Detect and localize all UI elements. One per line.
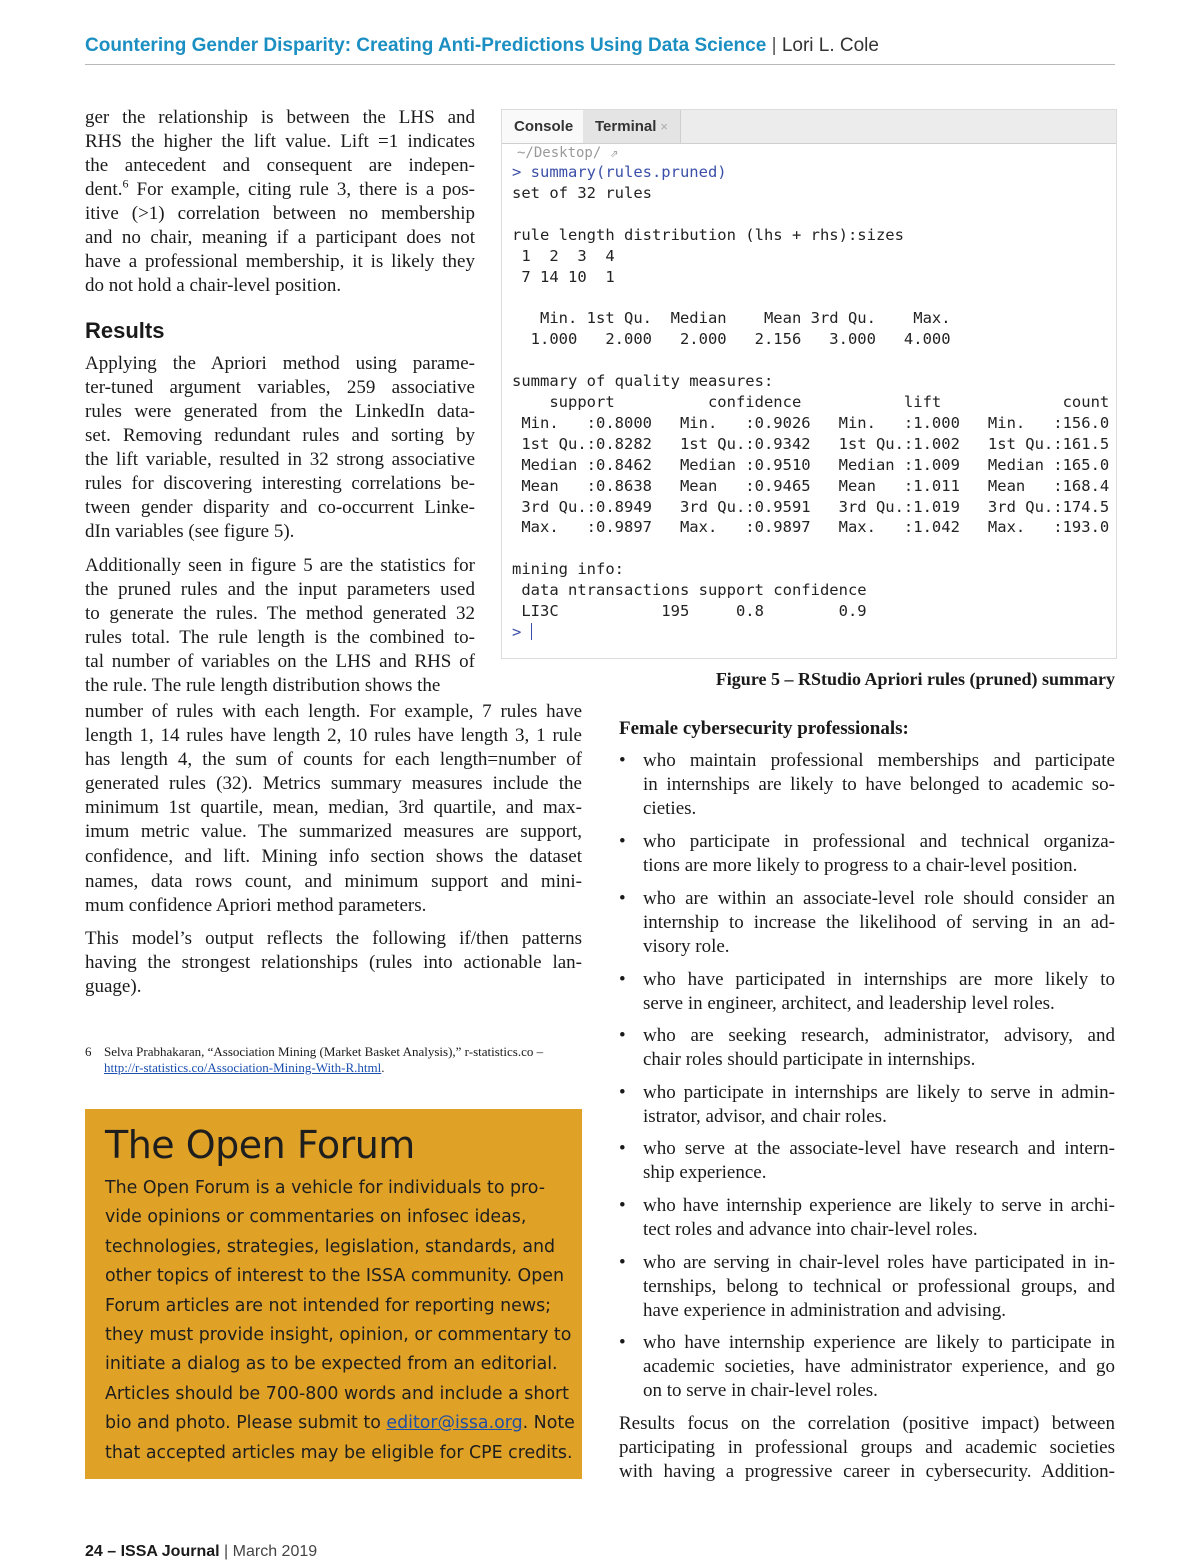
footnote-period: . [381,1060,385,1075]
list-item-line: who have internship experience are likely to serve in archi- [643,1195,1115,1216]
close-icon[interactable]: × [660,119,668,134]
console-prompt[interactable]: > [512,622,531,641]
open-forum-line: they must provide insight, opinion, or commentary to [105,1325,572,1345]
open-forum-line: Articles should be 700-800 words and include a short [105,1384,569,1404]
list-item-line: on to serve in chair-level roles. [643,1380,878,1401]
body-line: confidence, and lift. Mining info section shows the dataset [85,846,582,867]
list-item-line: istrator, advisor, and chair roles. [643,1106,887,1127]
bullet-icon: • [619,888,626,909]
body-line: dIn variables (see figure 5). [85,521,295,542]
bullet-icon: • [619,969,626,990]
body-line: tween gender disparity and co-occurrent Linke- [85,497,475,518]
body-line: guage). [85,976,142,997]
bullet-icon: • [619,1195,626,1216]
body-line: ter-tuned argument variables, 259 associative [85,377,475,398]
body-line: the pruned rules and the input parameters used [85,579,475,600]
body-line: having the strongest relationships (rules into actionable lan- [85,952,582,973]
editor-email-link[interactable]: editor@issa.org [386,1413,523,1433]
body-line: has length 4, the sum of counts for each length=number of [85,749,582,770]
body-line: participating in professional groups and academic societies [619,1437,1115,1458]
body-line: the rule. The rule length distribution shows the [85,675,441,696]
tab-label: Terminal [595,118,657,135]
body-line: the antecedent and consequent are indepen- [85,155,475,176]
bullet-icon: • [619,1332,626,1353]
body-line: rules for discovering interesting correlations be- [85,473,475,494]
arrow-icon[interactable]: ⇗ [609,145,619,161]
body-line: rules were generated from the LinkedIn data- [85,401,475,422]
list-item-line: ship experience. [643,1162,767,1183]
body-line: number of rules with each length. For example, 7 rules have [85,701,582,722]
body-line: ger the relationship is between the LHS and [85,107,475,128]
list-item-line: internship to increase the likelihood of serving in an ad- [643,912,1115,933]
open-forum-line [105,1409,575,1438]
list-item-line: have experience in administration and advising. [643,1300,1006,1321]
open-forum-box [85,1109,582,1479]
bullet-icon: • [619,1082,626,1103]
header-divider [85,64,1115,65]
body-line: Additionally seen in figure 5 are the statistics for [85,555,475,576]
open-forum-title: The Open Forum [105,1123,415,1167]
page-number-label: 24 – ISSA Journal [85,1543,220,1560]
bullet-icon: • [619,750,626,771]
body-line: generated rules (32). Metrics summary measures include the [85,773,582,794]
footnote-link[interactable]: http://r-statistics.co/Association-Mining-With-R.html [104,1060,382,1075]
body-line: set. Removing redundant rules and sorting by [85,425,475,446]
open-forum-line: vide opinions or commentaries on infosec ideas, [105,1207,527,1227]
body-line: This model’s output reflects the following if/then patterns [85,928,582,949]
article-author: Lori L. Cole [781,35,879,56]
list-item-line: who are serving in chair-level roles have participated in in- [643,1252,1115,1273]
open-forum-line: that accepted articles may be eligible for CPE credits. [105,1443,573,1463]
list-item-line: who are within an associate-level role should consider an [643,888,1115,909]
section-heading: Results [85,318,165,343]
body-line: mum confidence Apriori method parameters. [85,895,427,916]
body-line: the lift variable, resulted in 32 strong associative [85,449,475,470]
list-item-line: serve in engineer, architect, and leadership level roles. [643,993,1055,1014]
footnote-citation: Selva Prabhakaran, “Association Mining (Market Basket Analysis),” r-statistics.co – [104,1044,544,1059]
open-forum-line: technologies, strategies, legislation, standards, and [105,1237,556,1257]
list-item-line: who participate in internships are likely to serve in admin- [643,1082,1115,1103]
body-text: dent. [85,179,123,200]
bullet-list-heading: Female cybersecurity professionals: [619,718,909,739]
issue-date: March 2019 [232,1543,318,1560]
figure-caption: Figure 5 – RStudio Apriori rules (pruned) summary [715,669,1115,689]
rstudio-console-screenshot [501,109,1117,659]
list-item-line: tions are more likely to progress to a chair-level position. [643,855,1078,876]
body-line: have a professional membership, it is likely they [85,251,475,272]
body-line: length 1, 14 rules have length 2, 10 rules have length 3, 1 rule [85,725,582,746]
list-item-line: who maintain professional memberships and participate [643,750,1115,771]
list-item-line: who are seeking research, administrator, advisory, and [643,1025,1115,1046]
bullet-icon: • [619,1025,626,1046]
working-directory-path [517,145,618,161]
tab-terminal[interactable] [583,110,681,143]
body-line: Applying the Apriori method using parame- [85,353,475,374]
body-line: and no chair, meaning if a participant does not [85,227,475,248]
path-text: ~/Desktop/ [517,145,602,161]
tab-console[interactable] [502,110,586,143]
footer-separator: | [224,1543,229,1560]
list-item-line: who participate in professional and technical organiza- [643,831,1115,852]
body-text: For example, citing rule 3, there is a pos- [136,179,476,200]
page-footer [85,1542,317,1562]
header-separator: | [771,35,777,56]
open-forum-line: Forum articles are not intended for reporting news; [105,1296,551,1316]
list-item-line: chair roles should participate in internships. [643,1049,976,1070]
open-forum-text: . Note [522,1413,575,1433]
body-line: do not hold a chair-level position. [85,275,342,296]
open-forum-line: other topics of interest to the ISSA community. Open [105,1266,564,1286]
body-line: Results focus on the correlation (positive impact) between [619,1413,1115,1434]
list-item-line: tect roles and advance into chair-level roles. [643,1219,978,1240]
body-line: RHS the higher the lift value. Lift =1 indicates [85,131,475,152]
text-cursor [531,623,532,640]
list-item-line: visory role. [643,936,730,957]
body-line: rules total. The rule length is the combined to- [85,627,475,648]
body-line: names, data rows count, and minimum support and mini- [85,871,582,892]
console-output [512,162,1109,643]
list-item-line: ternships, belong to technical or professional groups, and [643,1276,1115,1297]
console-output-text: set of 32 rules rule length distribution (lhs + rhs):sizes 1 2 3 4 7 14 10 1 Min. 1st Qu. Median Mean 3rd Qu. Max. 1.000 2.000 2.000 2.156 3.000 4.000 summary of quality measures: support confidence lift count Min. :0.8000 Min. :0.9026 Min. :1.000 Min. :156.0 1st Qu.:0.8282 1st Qu.:0.9342 1st Qu.:1.002 1st Qu.:161.5 Median :0.8462 Median :0.9510 Median :1.009 Median :165.0 Mean :0.8638 Mean :0.9465 Mean :1.011 Mean :168.4 3rd Qu.:0.8949 3rd Qu.:0.9591 3rd Qu.:1.019 3rd Qu.:174.5 Max. :0.9897 Max. :0.9897 Max. :1.042 Max. :193.0 mining info: data ntransactions support confidence LI3C 195 0.8 0.9 [512,183,1110,621]
footnote-text [104,1044,582,1076]
list-item-line: who have participated in internships are more likely to [643,969,1115,990]
body-line: with having a progressive career in cybersecurity. Addition- [619,1461,1115,1482]
list-item-line: academic societies, have administrator experience, and go [643,1356,1115,1377]
console-command: > summary(rules.pruned) [512,163,727,181]
bullet-icon: • [619,1138,626,1159]
list-item-line: in internships are likely to have belonged to academic so- [643,774,1115,795]
bullet-icon: • [619,831,626,852]
footnote-number: 6 [85,1044,92,1059]
body-line: tal number of variables on the LHS and RHS of [85,651,475,672]
console-tab-bar [502,110,1116,144]
body-line: itive (>1) correlation between no membership [85,203,475,224]
body-line [85,178,475,202]
body-line: minimum 1st quartile, mean, median, 3rd quartile, and max- [85,797,582,818]
tab-label: Console [514,118,574,135]
article-title: Countering Gender Disparity: Creating Anti-Predictions Using Data Science [85,35,767,56]
open-forum-line: The Open Forum is a vehicle for individuals to pro- [105,1178,546,1198]
footnote-ref: 6 [122,176,129,191]
running-header [85,33,1115,63]
list-item-line: cieties. [643,798,697,819]
list-item-line: who serve at the associate-level have research and intern- [643,1138,1115,1159]
open-forum-line: initiate a dialog as to be expected from an editorial. [105,1354,558,1374]
list-item-line: who have internship experience are likely to participate in [643,1332,1115,1353]
body-line: to generate the rules. The method generated 32 [85,603,475,624]
bullet-icon: • [619,1252,626,1273]
body-line: imum metric value. The summarized measures are support, [85,821,582,842]
open-forum-text: bio and photo. Please submit to [105,1413,387,1433]
